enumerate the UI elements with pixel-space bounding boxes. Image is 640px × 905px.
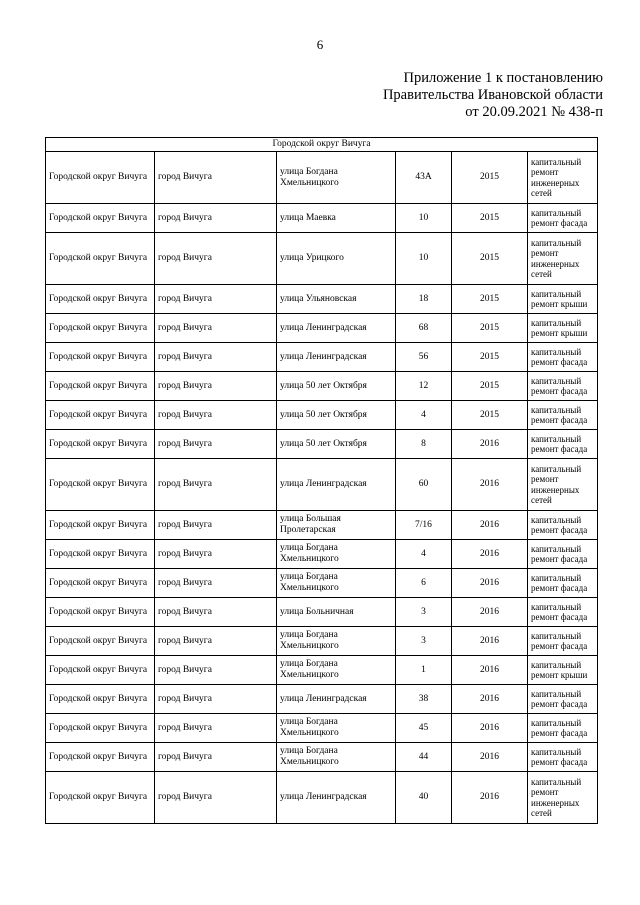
city-cell: город Вичуга (155, 598, 277, 627)
year-cell: 2015 (452, 233, 528, 285)
house-number-cell: 4 (396, 540, 452, 569)
table-row (46, 656, 598, 685)
header-line-1: Приложение 1 к постановлению (403, 70, 603, 86)
header-line-3: от 20.09.2021 № 438-п (465, 104, 603, 120)
street-cell: улица Богдана Хмельницкого (277, 569, 396, 598)
district-cell: Городской округ Вичуга (46, 598, 155, 627)
year-cell: 2016 (452, 627, 528, 656)
house-number-cell: 7/16 (396, 511, 452, 540)
year-cell: 2016 (452, 743, 528, 772)
city-cell: город Вичуга (155, 152, 277, 204)
district-cell: Городской округ Вичуга (46, 343, 155, 372)
work-type-cell: капитальный ремонт инженерных сетей (528, 233, 598, 285)
work-type-cell: капитальный ремонт фасада (528, 401, 598, 430)
work-type-cell: капитальный ремонт фасада (528, 685, 598, 714)
district-cell: Городской округ Вичуга (46, 656, 155, 685)
work-type-cell: капитальный ремонт фасада (528, 714, 598, 743)
year-cell: 2016 (452, 540, 528, 569)
table-row (46, 569, 598, 598)
table-row (46, 285, 598, 314)
document-header (383, 70, 603, 121)
house-number-cell: 3 (396, 627, 452, 656)
street-cell: улица Маевка (277, 204, 396, 233)
district-cell: Городской округ Вичуга (46, 743, 155, 772)
year-cell: 2016 (452, 772, 528, 824)
street-cell: улица Богдана Хмельницкого (277, 627, 396, 656)
work-type-cell: капитальный ремонт фасада (528, 204, 598, 233)
year-cell: 2016 (452, 714, 528, 743)
street-cell: улица Урицкого (277, 233, 396, 285)
table-row (46, 372, 598, 401)
street-cell: улица Ленинградская (277, 772, 396, 824)
house-number-cell: 18 (396, 285, 452, 314)
house-number-cell: 10 (396, 204, 452, 233)
city-cell: город Вичуга (155, 285, 277, 314)
city-cell: город Вичуга (155, 204, 277, 233)
house-number-cell: 45 (396, 714, 452, 743)
table-row (46, 314, 598, 343)
work-type-cell: капитальный ремонт фасада (528, 343, 598, 372)
year-cell: 2016 (452, 430, 528, 459)
table-row (46, 233, 598, 285)
work-type-cell: капитальный ремонт крыши (528, 656, 598, 685)
city-cell: город Вичуга (155, 685, 277, 714)
district-cell: Городской округ Вичуга (46, 540, 155, 569)
district-cell: Городской округ Вичуга (46, 511, 155, 540)
year-cell: 2016 (452, 459, 528, 511)
street-cell: улица Ленинградская (277, 314, 396, 343)
year-cell: 2016 (452, 685, 528, 714)
district-cell: Городской округ Вичуга (46, 285, 155, 314)
table-row (46, 743, 598, 772)
work-type-cell: капитальный ремонт крыши (528, 314, 598, 343)
year-cell: 2015 (452, 343, 528, 372)
city-cell: город Вичуга (155, 627, 277, 656)
city-cell: город Вичуга (155, 430, 277, 459)
district-cell: Городской округ Вичуга (46, 233, 155, 285)
house-number-cell: 3 (396, 598, 452, 627)
city-cell: город Вичуга (155, 314, 277, 343)
street-cell: улица Богдана Хмельницкого (277, 540, 396, 569)
house-number-cell: 43А (396, 152, 452, 204)
house-number-cell: 10 (396, 233, 452, 285)
district-cell: Городской округ Вичуга (46, 204, 155, 233)
work-type-cell: капитальный ремонт крыши (528, 285, 598, 314)
work-type-cell: капитальный ремонт фасада (528, 430, 598, 459)
house-number-cell: 8 (396, 430, 452, 459)
street-cell: улица Ульяновская (277, 285, 396, 314)
street-cell: улица 50 лет Октября (277, 430, 396, 459)
city-cell: город Вичуга (155, 343, 277, 372)
work-type-cell: капитальный ремонт инженерных сетей (528, 152, 598, 204)
year-cell: 2016 (452, 511, 528, 540)
work-type-cell: капитальный ремонт фасада (528, 627, 598, 656)
street-cell: улица Большая Пролетарская (277, 511, 396, 540)
year-cell: 2015 (452, 285, 528, 314)
work-type-cell: капитальный ремонт фасада (528, 598, 598, 627)
page-number: 6 (316, 37, 324, 52)
street-cell: улица Богдана Хмельницкого (277, 743, 396, 772)
street-cell: улица 50 лет Октября (277, 401, 396, 430)
street-cell: улица Ленинградская (277, 343, 396, 372)
street-cell: улица Богдана Хмельницкого (277, 152, 396, 204)
house-number-cell: 4 (396, 401, 452, 430)
table-row (46, 152, 598, 204)
city-cell: город Вичуга (155, 372, 277, 401)
district-cell: Городской округ Вичуга (46, 430, 155, 459)
city-cell: город Вичуга (155, 540, 277, 569)
city-cell: город Вичуга (155, 569, 277, 598)
table-row (46, 343, 598, 372)
work-type-cell: капитальный ремонт фасада (528, 511, 598, 540)
city-cell: город Вичуга (155, 233, 277, 285)
city-cell: город Вичуга (155, 772, 277, 824)
header-line-2: Правительства Ивановской области (382, 87, 603, 103)
street-cell: улица Богдана Хмельницкого (277, 714, 396, 743)
district-cell: Городской округ Вичуга (46, 459, 155, 511)
table-row (46, 430, 598, 459)
house-number-cell: 40 (396, 772, 452, 824)
work-type-cell: капитальный ремонт фасада (528, 372, 598, 401)
city-cell: город Вичуга (155, 656, 277, 685)
house-number-cell: 44 (396, 743, 452, 772)
table-row (46, 401, 598, 430)
work-type-cell: капитальный ремонт инженерных сетей (528, 459, 598, 511)
city-cell: город Вичуга (155, 401, 277, 430)
district-cell: Городской округ Вичуга (46, 772, 155, 824)
year-cell: 2015 (452, 401, 528, 430)
house-number-cell: 60 (396, 459, 452, 511)
year-cell: 2015 (452, 314, 528, 343)
city-cell: город Вичуга (155, 511, 277, 540)
table-row (46, 598, 598, 627)
group-header-row (46, 138, 598, 152)
group-title: Городской округ Вичуга (46, 138, 598, 152)
street-cell: улица Больничная (277, 598, 396, 627)
district-cell: Городской округ Вичуга (46, 569, 155, 598)
district-cell: Городской округ Вичуга (46, 152, 155, 204)
street-cell: улица 50 лет Октября (277, 372, 396, 401)
year-cell: 2015 (452, 152, 528, 204)
year-cell: 2015 (452, 372, 528, 401)
table-row (46, 714, 598, 743)
table-row (46, 540, 598, 569)
city-cell: город Вичуга (155, 459, 277, 511)
year-cell: 2016 (452, 569, 528, 598)
work-type-cell: капитальный ремонт фасада (528, 540, 598, 569)
table-row (46, 204, 598, 233)
street-cell: улица Ленинградская (277, 685, 396, 714)
street-cell: улица Ленинградская (277, 459, 396, 511)
year-cell: 2015 (452, 204, 528, 233)
table-row (46, 459, 598, 511)
work-type-cell: капитальный ремонт инженерных сетей (528, 772, 598, 824)
district-cell: Городской округ Вичуга (46, 401, 155, 430)
year-cell: 2016 (452, 598, 528, 627)
house-number-cell: 56 (396, 343, 452, 372)
registry-table (45, 137, 598, 824)
street-cell: улица Богдана Хмельницкого (277, 656, 396, 685)
city-cell: город Вичуга (155, 714, 277, 743)
city-cell: город Вичуга (155, 743, 277, 772)
district-cell: Городской округ Вичуга (46, 314, 155, 343)
house-number-cell: 68 (396, 314, 452, 343)
year-cell: 2016 (452, 656, 528, 685)
district-cell: Городской округ Вичуга (46, 685, 155, 714)
house-number-cell: 6 (396, 569, 452, 598)
table-row (46, 772, 598, 824)
house-number-cell: 1 (396, 656, 452, 685)
table-row (46, 511, 598, 540)
district-cell: Городской округ Вичуга (46, 714, 155, 743)
district-cell: Городской округ Вичуга (46, 372, 155, 401)
district-cell: Городской округ Вичуга (46, 627, 155, 656)
house-number-cell: 38 (396, 685, 452, 714)
house-number-cell: 12 (396, 372, 452, 401)
work-type-cell: капитальный ремонт фасада (528, 569, 598, 598)
table-row (46, 685, 598, 714)
work-type-cell: капитальный ремонт фасада (528, 743, 598, 772)
table-row (46, 627, 598, 656)
